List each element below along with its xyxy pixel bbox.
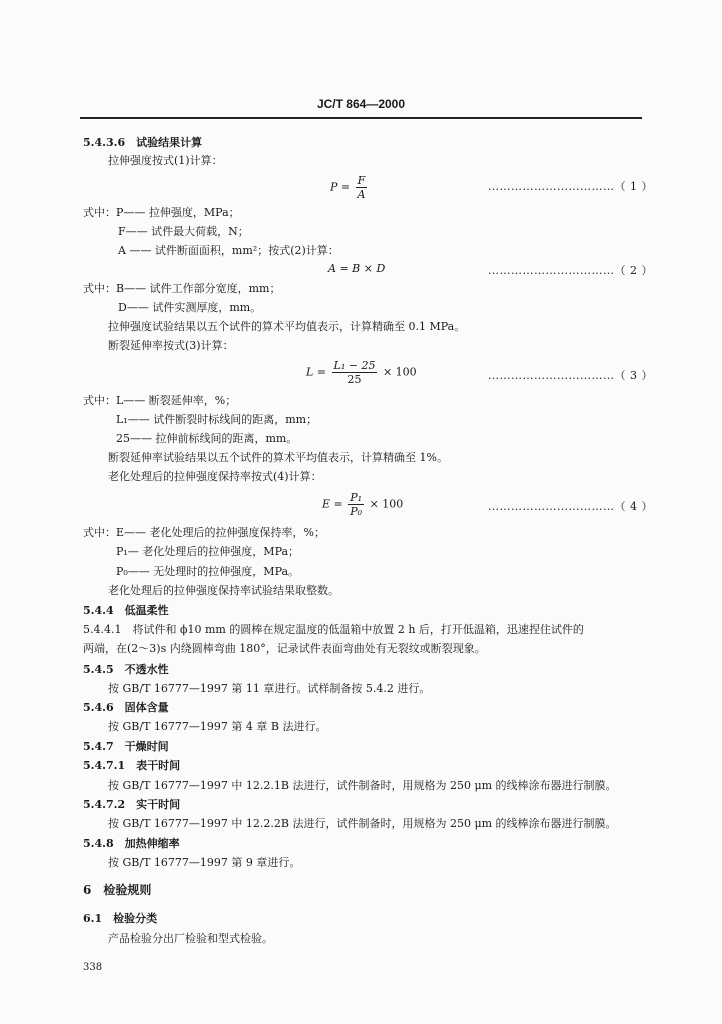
def-A: A —— 试件断面面积，mm²；按式(2)计算： xyxy=(118,244,339,257)
eq3-numerator: L₁ − 25 xyxy=(333,359,376,372)
eq4-fraction xyxy=(348,491,364,518)
where-B: 式中：B—— 试件工作部分宽度，mm； xyxy=(83,282,281,295)
section-5-4-7: 5.4.7 干燥时间 xyxy=(83,740,169,753)
equation-2: A = B × D xyxy=(328,262,386,275)
eq3-denominator: 25 xyxy=(347,373,362,386)
eq3-leader-dots: ……………………………（ 3 ） xyxy=(488,369,653,382)
section-5-4-3-6: 5.4.3.6 试验结果计算 xyxy=(83,136,203,149)
def-F: F—— 试件最大荷载，N； xyxy=(118,225,249,238)
eq2-leader-dots: ……………………………（ 2 ） xyxy=(488,264,653,277)
eq4-lhs: E = xyxy=(322,497,343,511)
eq3-number: （ 3 ） xyxy=(614,369,653,382)
section-6-1: 6.1 检验分类 xyxy=(83,912,158,925)
page-number: 338 xyxy=(83,962,103,973)
section-5-4-6: 5.4.6 固体含量 xyxy=(83,701,169,714)
clause-5-4-4-1-line2: 两端，在(2～3)s 内绕圆棒弯曲 180°，记录试件表面弯曲处有无裂纹或断裂现象。 xyxy=(83,642,486,655)
where-E: 式中：E—— 老化处理后的拉伸强度保持率，%； xyxy=(83,526,325,539)
where-L: 式中：L—— 断裂延伸率，%； xyxy=(83,394,237,407)
def-25: 25—— 拉伸前标线间的距离，mm。 xyxy=(116,432,298,445)
where-P: 式中：P—— 拉伸强度，MPa； xyxy=(83,206,240,219)
equation-1 xyxy=(330,174,369,201)
section-5-4-8: 5.4.8 加热伸缩率 xyxy=(83,837,180,850)
clause-5-4-7-1-text: 按 GB/T 16777—1997 中 12.2.1B 法进行，试件制备时，用规格为 250 μm 的线棒涂布器进行制膜。 xyxy=(108,779,617,792)
elongation-formula-intro: 断裂延伸率按式(3)计算： xyxy=(108,339,234,352)
def-P0: P₀—— 无处理时的拉伸强度，MPa。 xyxy=(116,565,300,578)
section-5-4-5: 5.4.5 不透水性 xyxy=(83,663,169,676)
eq1-number: （ 1 ） xyxy=(614,180,653,193)
eq4-leader-dots: ……………………………（ 4 ） xyxy=(488,500,653,513)
aged-formula-intro: 老化处理后的拉伸强度保持率按式(4)计算： xyxy=(108,470,322,483)
clause-5-4-7-2-text: 按 GB/T 16777—1997 中 12.2.2B 法进行，试件制备时，用规格为 250 μm 的线棒涂布器进行制膜。 xyxy=(108,817,617,830)
def-L1: L₁—— 试件断裂时标线间的距离，mm； xyxy=(116,413,318,426)
eq1-lhs: P = xyxy=(330,180,351,194)
section-5-4-4: 5.4.4 低温柔性 xyxy=(83,604,169,617)
eq3-tail: × 100 xyxy=(382,365,417,379)
eq1-denominator: A xyxy=(357,188,366,201)
eq4-denominator: P₀ xyxy=(350,505,363,518)
def-P1: P₁— 老化处理后的拉伸强度，MPa； xyxy=(116,545,300,558)
eq4-numerator: P₁ xyxy=(350,491,363,504)
section-5-4-7-1: 5.4.7.1 表干时间 xyxy=(83,759,181,772)
eq2-number: （ 2 ） xyxy=(614,264,653,277)
equation-3 xyxy=(306,359,417,386)
header-rule xyxy=(80,117,642,119)
elongation-result-note: 断裂延伸率试验结果以五个试件的算术平均值表示，计算精确至 1%。 xyxy=(108,451,448,464)
eq4-tail: × 100 xyxy=(369,497,404,511)
aged-result-note: 老化处理后的拉伸强度保持率试验结果取整数。 xyxy=(108,584,339,597)
eq1-leader-dots: ……………………………（ 1 ） xyxy=(488,180,653,193)
eq4-number: （ 4 ） xyxy=(614,500,653,513)
clause-5-4-8-text: 按 GB/T 16777—1997 第 9 章进行。 xyxy=(108,856,301,869)
clause-5-4-4-1-line1: 5.4.4.1 将试件和 ϕ10 mm 的圆棒在规定温度的低温箱中放置 2 h 后，打开低温箱，迅速捏住试件的 xyxy=(83,623,584,636)
eq3-lhs: L = xyxy=(306,365,327,379)
eq1-numerator: F xyxy=(357,174,366,187)
section-5-4-7-2: 5.4.7.2 实干时间 xyxy=(83,798,181,811)
equation-4 xyxy=(322,491,403,518)
eq1-fraction xyxy=(356,174,368,201)
clause-6-1-text: 产品检验分出厂检验和型式检验。 xyxy=(108,932,273,945)
tensile-result-note: 拉伸强度试验结果以五个试件的算术平均值表示，计算精确至 0.1 MPa。 xyxy=(108,320,466,333)
eq3-fraction xyxy=(332,359,378,386)
tensile-formula-intro: 拉伸强度按式(1)计算： xyxy=(108,154,223,167)
def-D: D—— 试件实测厚度，mm。 xyxy=(118,301,262,314)
clause-5-4-6-text: 按 GB/T 16777—1997 第 4 章 B 法进行。 xyxy=(108,720,327,733)
standard-code-header: JC/T 864—2000 xyxy=(316,97,406,111)
clause-5-4-5-text: 按 GB/T 16777—1997 第 11 章进行。试样制备按 5.4.2 进行。 xyxy=(108,682,431,695)
section-6: 6 检验规则 xyxy=(83,883,152,897)
